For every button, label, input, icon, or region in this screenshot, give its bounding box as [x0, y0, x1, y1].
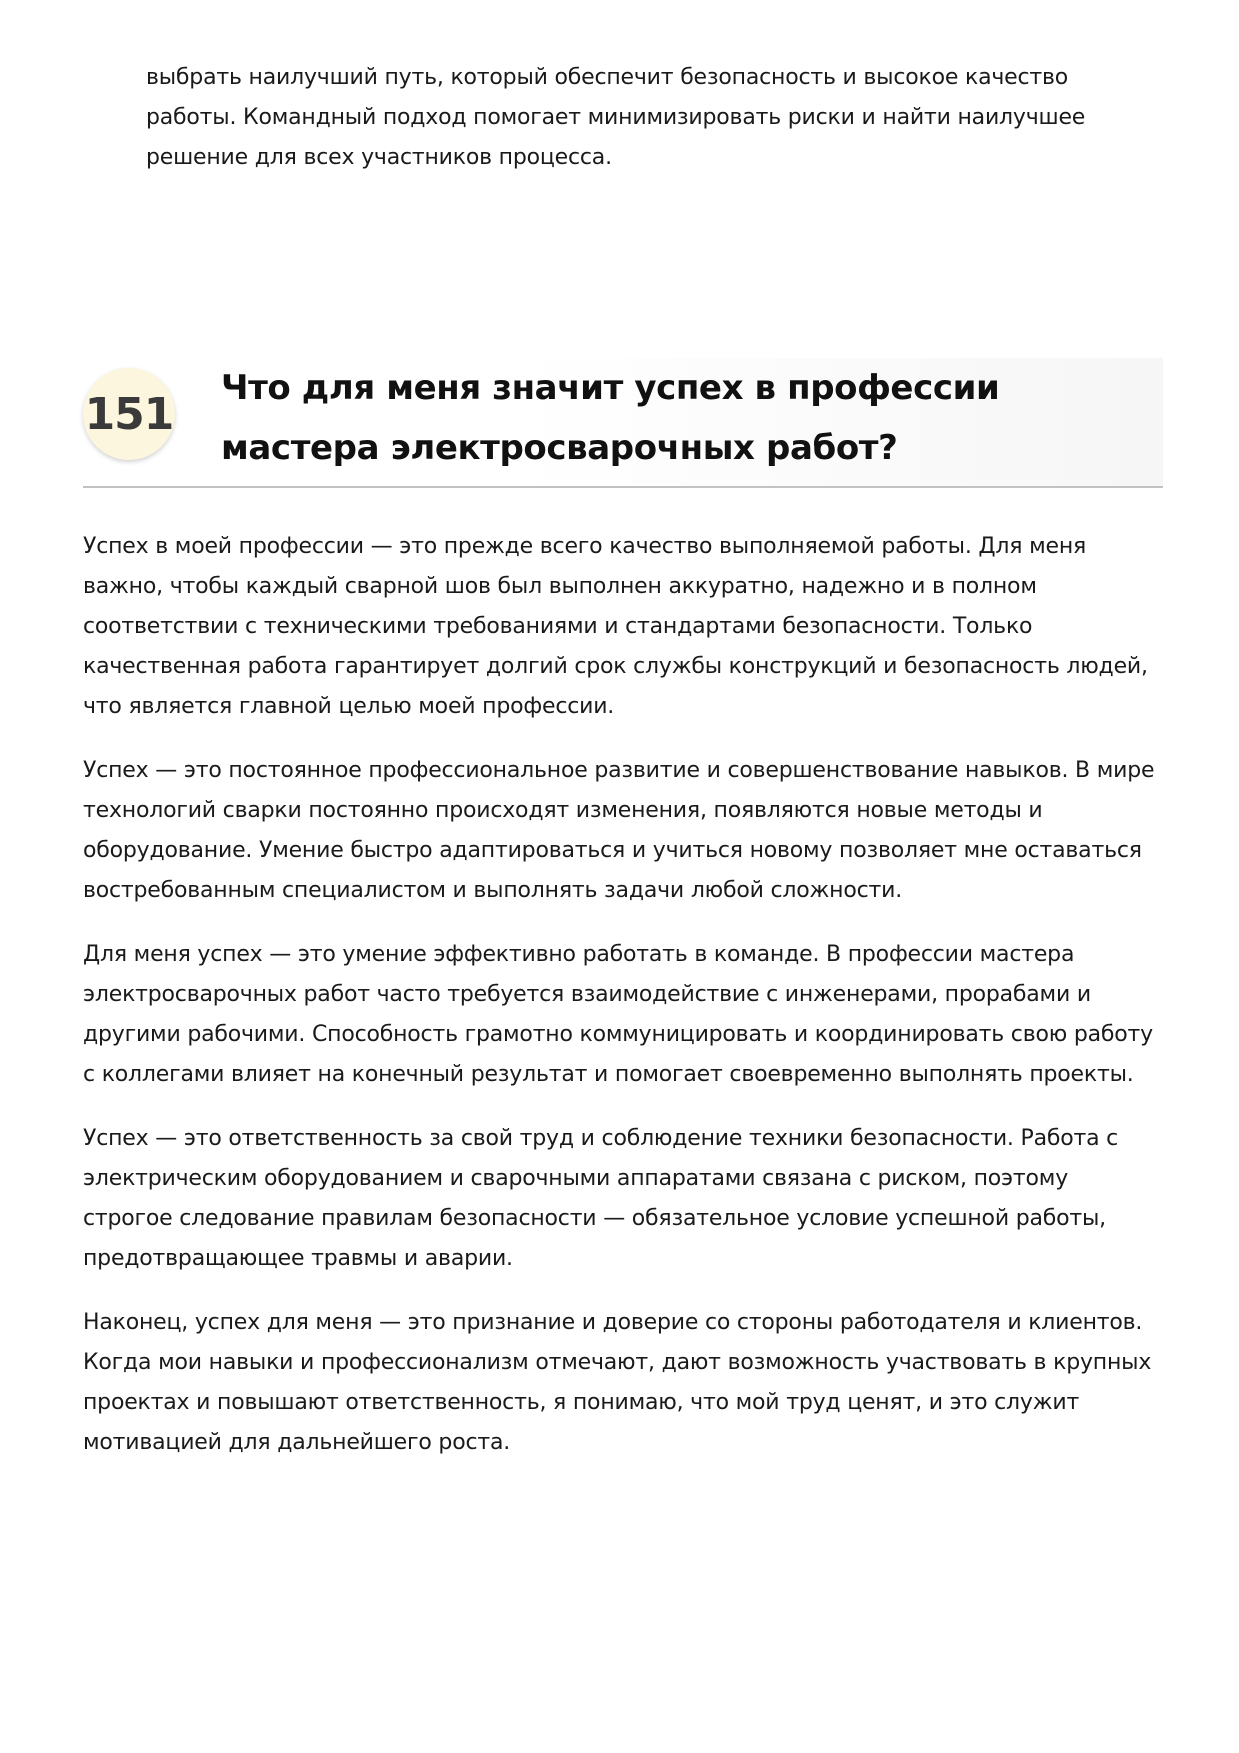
question-title: Что для меня значит успех в профессии мастера электросварочных работ? [221, 368, 1000, 468]
answer-paragraph: Для меня успех — это умение эффективно работать в команде. В профессии мастера электросварочных работ часто требуется взаимодействие с инженерами, прорабами и другими рабочими. Способность грамотно коммуницировать и координировать свою работу с коллегами влияет на конечный результат и помогает своевременно выполнять проекты. [83, 942, 1153, 1087]
answer-paragraph: Успех в моей профессии — это прежде всего качество выполняемой работы. Для меня важно, чтобы каждый сварной шов был выполнен аккуратно, надежно и в полном соответствии с техническими требованиями и стандартами безопасности. Только качественная работа гарантирует долгий срок службы конструкций и безопасность людей, что является главной целью моей профессии. [83, 534, 1148, 719]
question-number-badge: 151 [83, 368, 175, 460]
answer-paragraph: Успех — это ответственность за свой труд и соблюдение техники безопасности. Работа с электрическим оборудованием и сварочными аппаратами связана с риском, поэтому строгое следование правилам безопасности — обязательное условие успешной работы, предотвращающее травмы и аварии. [83, 1126, 1119, 1271]
answer-body [83, 527, 1163, 1487]
intro-paragraph: выбрать наилучший путь, который обеспечит безопасность и высокое качество работы. Командный подход помогает минимизировать риски и найти наилучшее решение для всех участников процесса. [146, 65, 1086, 170]
answer-paragraph: Успех — это постоянное профессиональное развитие и совершенствование навыков. В мире технологий сварки постоянно происходят изменения, появляются новые методы и оборудование. Умение быстро адаптироваться и учиться новому позволяет мне оставаться востребованным специалистом и выполнять задачи любой сложности. [83, 758, 1155, 903]
question-header [83, 358, 1163, 488]
answer-paragraph: Наконец, успех для меня — это признание и доверие со стороны работодателя и клиентов. Когда мои навыки и профессионализм отмечают, дают возможность участвовать в крупных проектах и повышают ответственность, я понимаю, что мой труд ценят, и это служит мотивацией для дальнейшего роста. [83, 1310, 1152, 1455]
